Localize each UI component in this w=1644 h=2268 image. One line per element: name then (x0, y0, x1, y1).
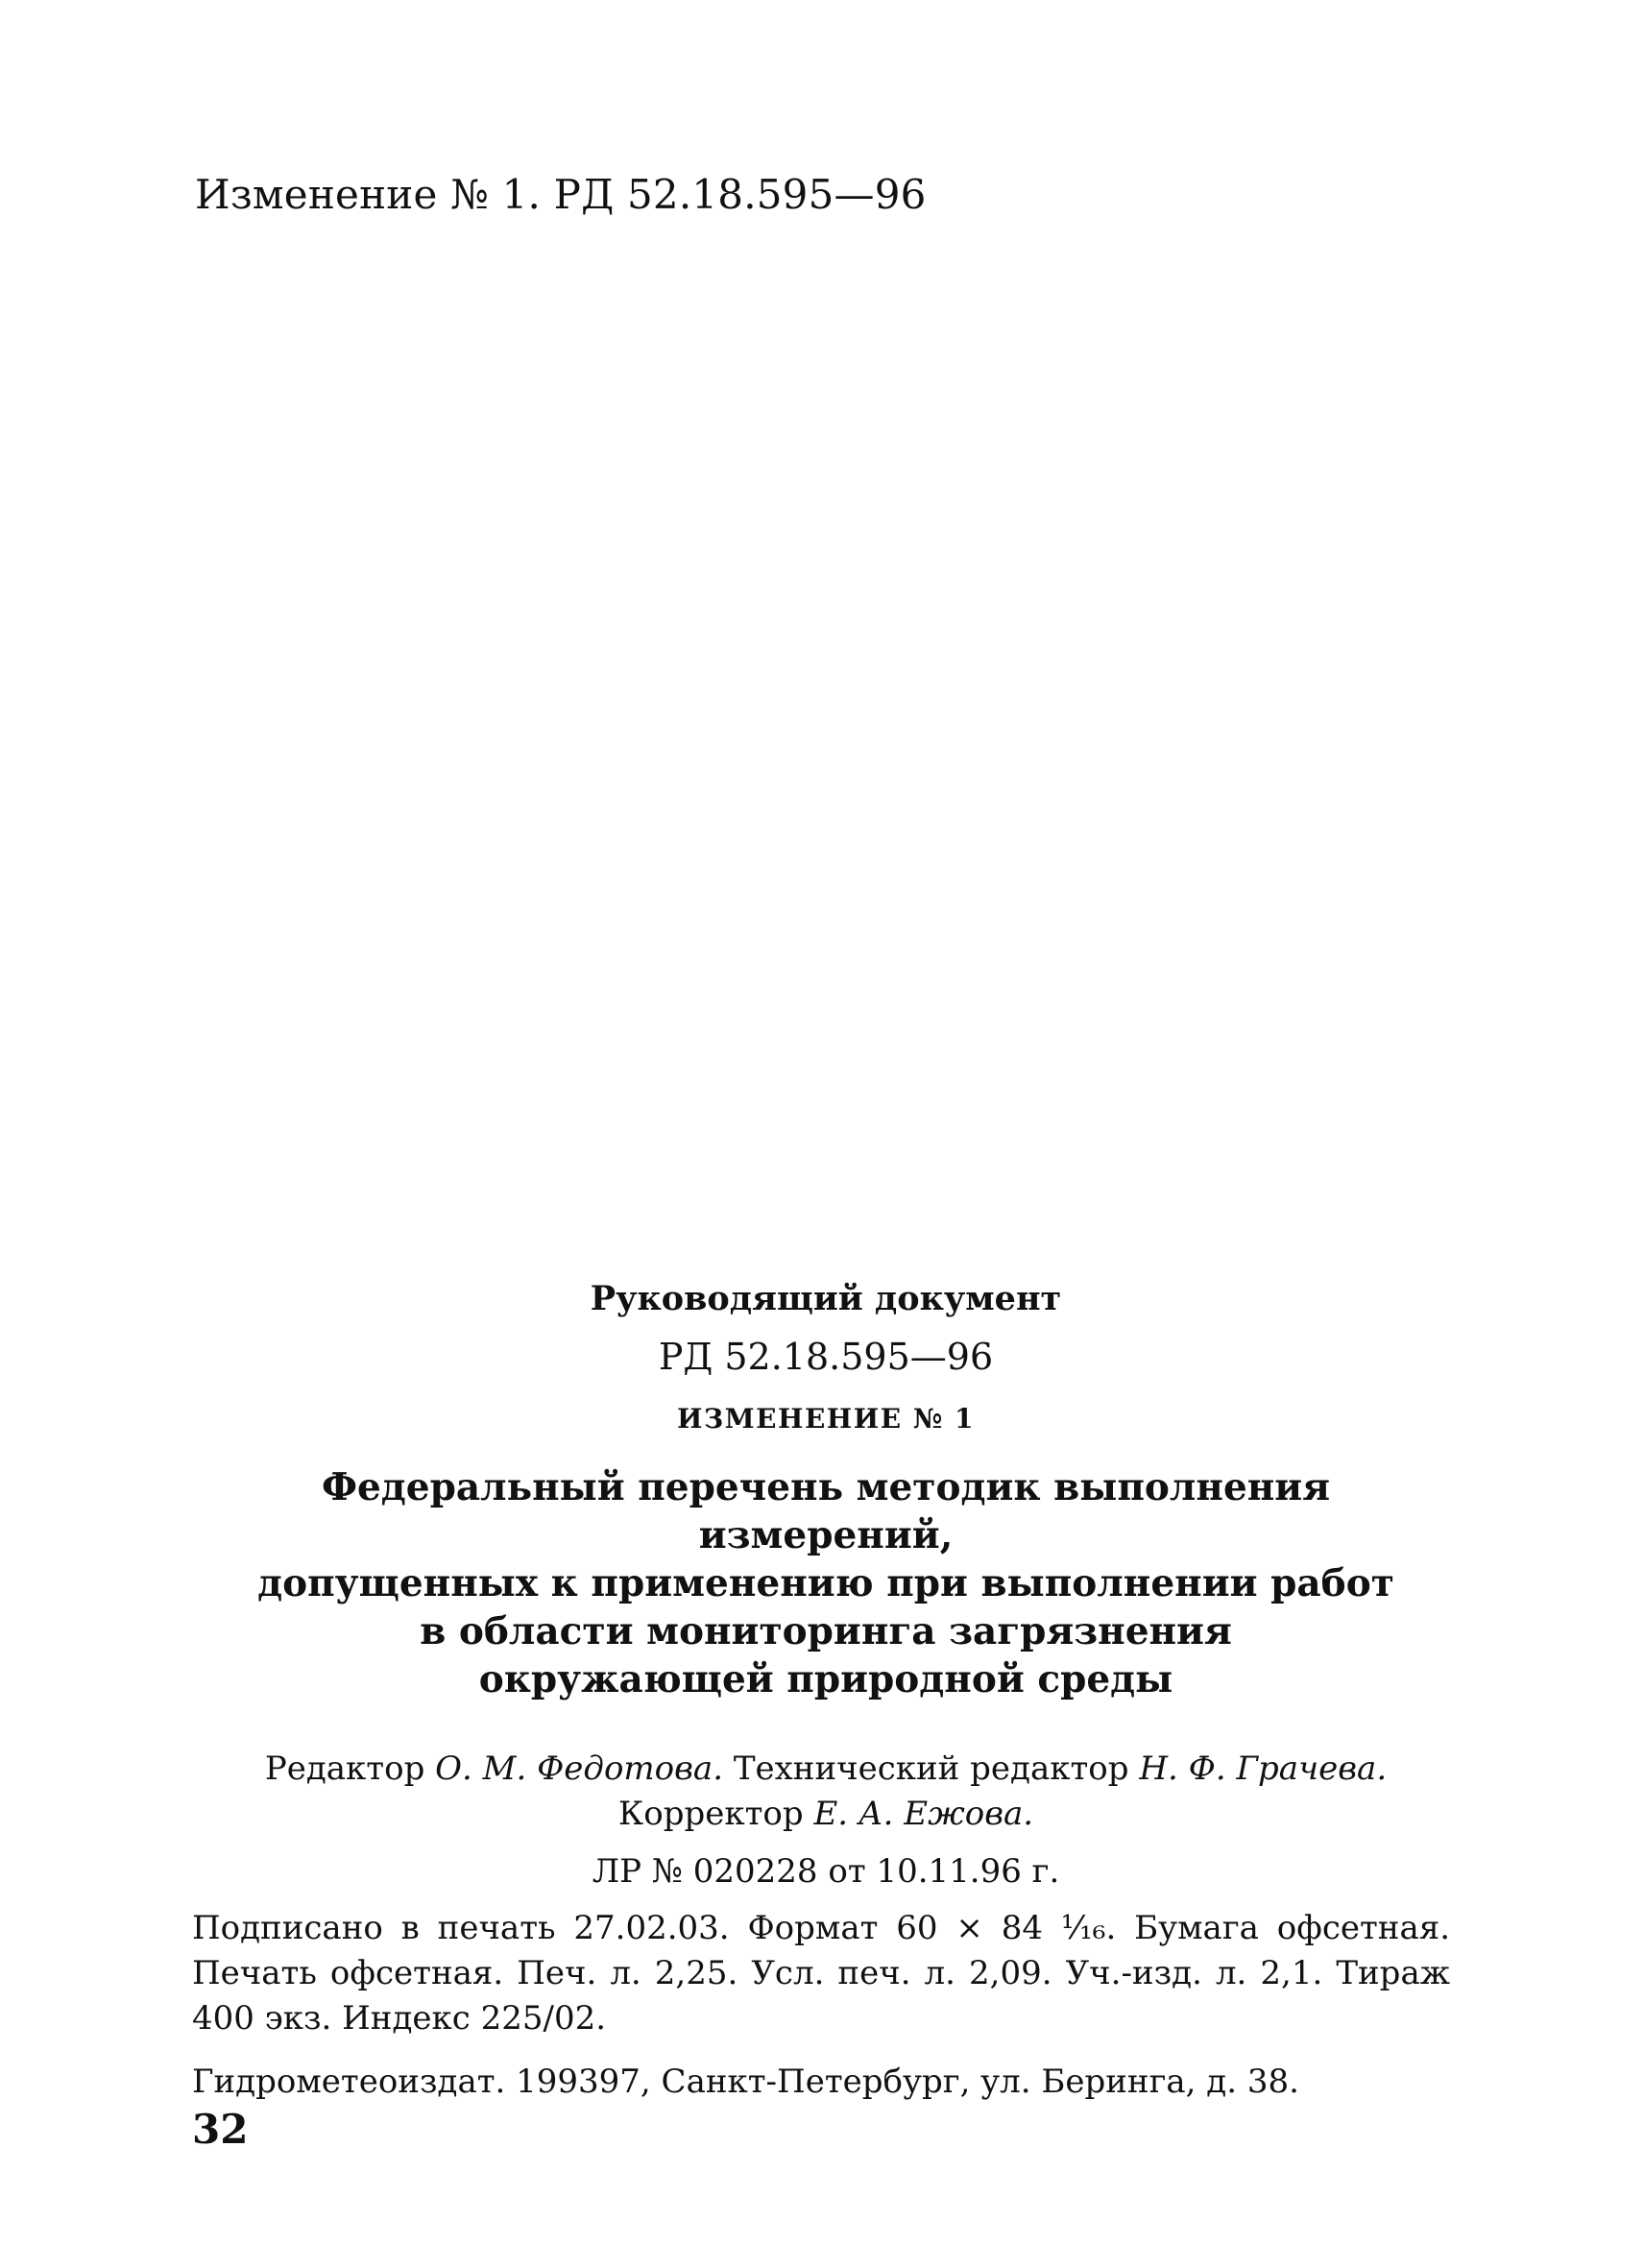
print-details: Подписано в печать 27.02.03. Формат 60 × 84 ¹⁄₁₆. Бумага офсетная. Печать офсетная. Печ. л. 2,25. Усл. печ. л. 2,09. Уч.-изд. л. 2,1. Тираж 400 экз. Индекс 225/02. (192, 1909, 1450, 2038)
change-label: ИЗМЕНЕНИЕ № 1 (677, 1403, 975, 1435)
editor-name: О. М. Федотова. (435, 1749, 734, 1788)
document-title (221, 1463, 1431, 1703)
editors-credits (250, 1747, 1402, 1837)
imprint-block (192, 1279, 1450, 2101)
running-head: Изменение № 1. РД 52.18.595—96 (195, 171, 927, 218)
corrector-line (250, 1792, 1402, 1837)
publisher-address: Гидрометеоиздат. 199397, Санкт-Петербург, ул. Беринга, д. 38. (192, 2063, 1299, 2101)
title-line: окружающей природной среды (478, 1657, 1173, 1701)
title-line: в области мониторинга загрязнения (420, 1609, 1232, 1653)
tech-editor-name: Н. Ф. Грачева. (1139, 1749, 1388, 1788)
tech-editor-label: Технический редактор (733, 1749, 1140, 1788)
document-kind: Руководящий документ (590, 1279, 1062, 1318)
title-line: Федеральный перечень методик выполнения измерений, (321, 1465, 1331, 1557)
license-line: ЛР № 020228 от 10.11.96 г. (592, 1852, 1060, 1891)
title-line: допущенных к применению при выполнении работ (257, 1561, 1394, 1605)
page-number: 32 (192, 2106, 249, 2153)
corrector-name: Е. А. Ежова. (813, 1795, 1034, 1833)
editors-line (250, 1747, 1402, 1792)
editor-label: Редактор (264, 1749, 436, 1788)
corrector-label: Корректор (617, 1795, 814, 1833)
document-code: РД 52.18.595—96 (658, 1336, 994, 1378)
